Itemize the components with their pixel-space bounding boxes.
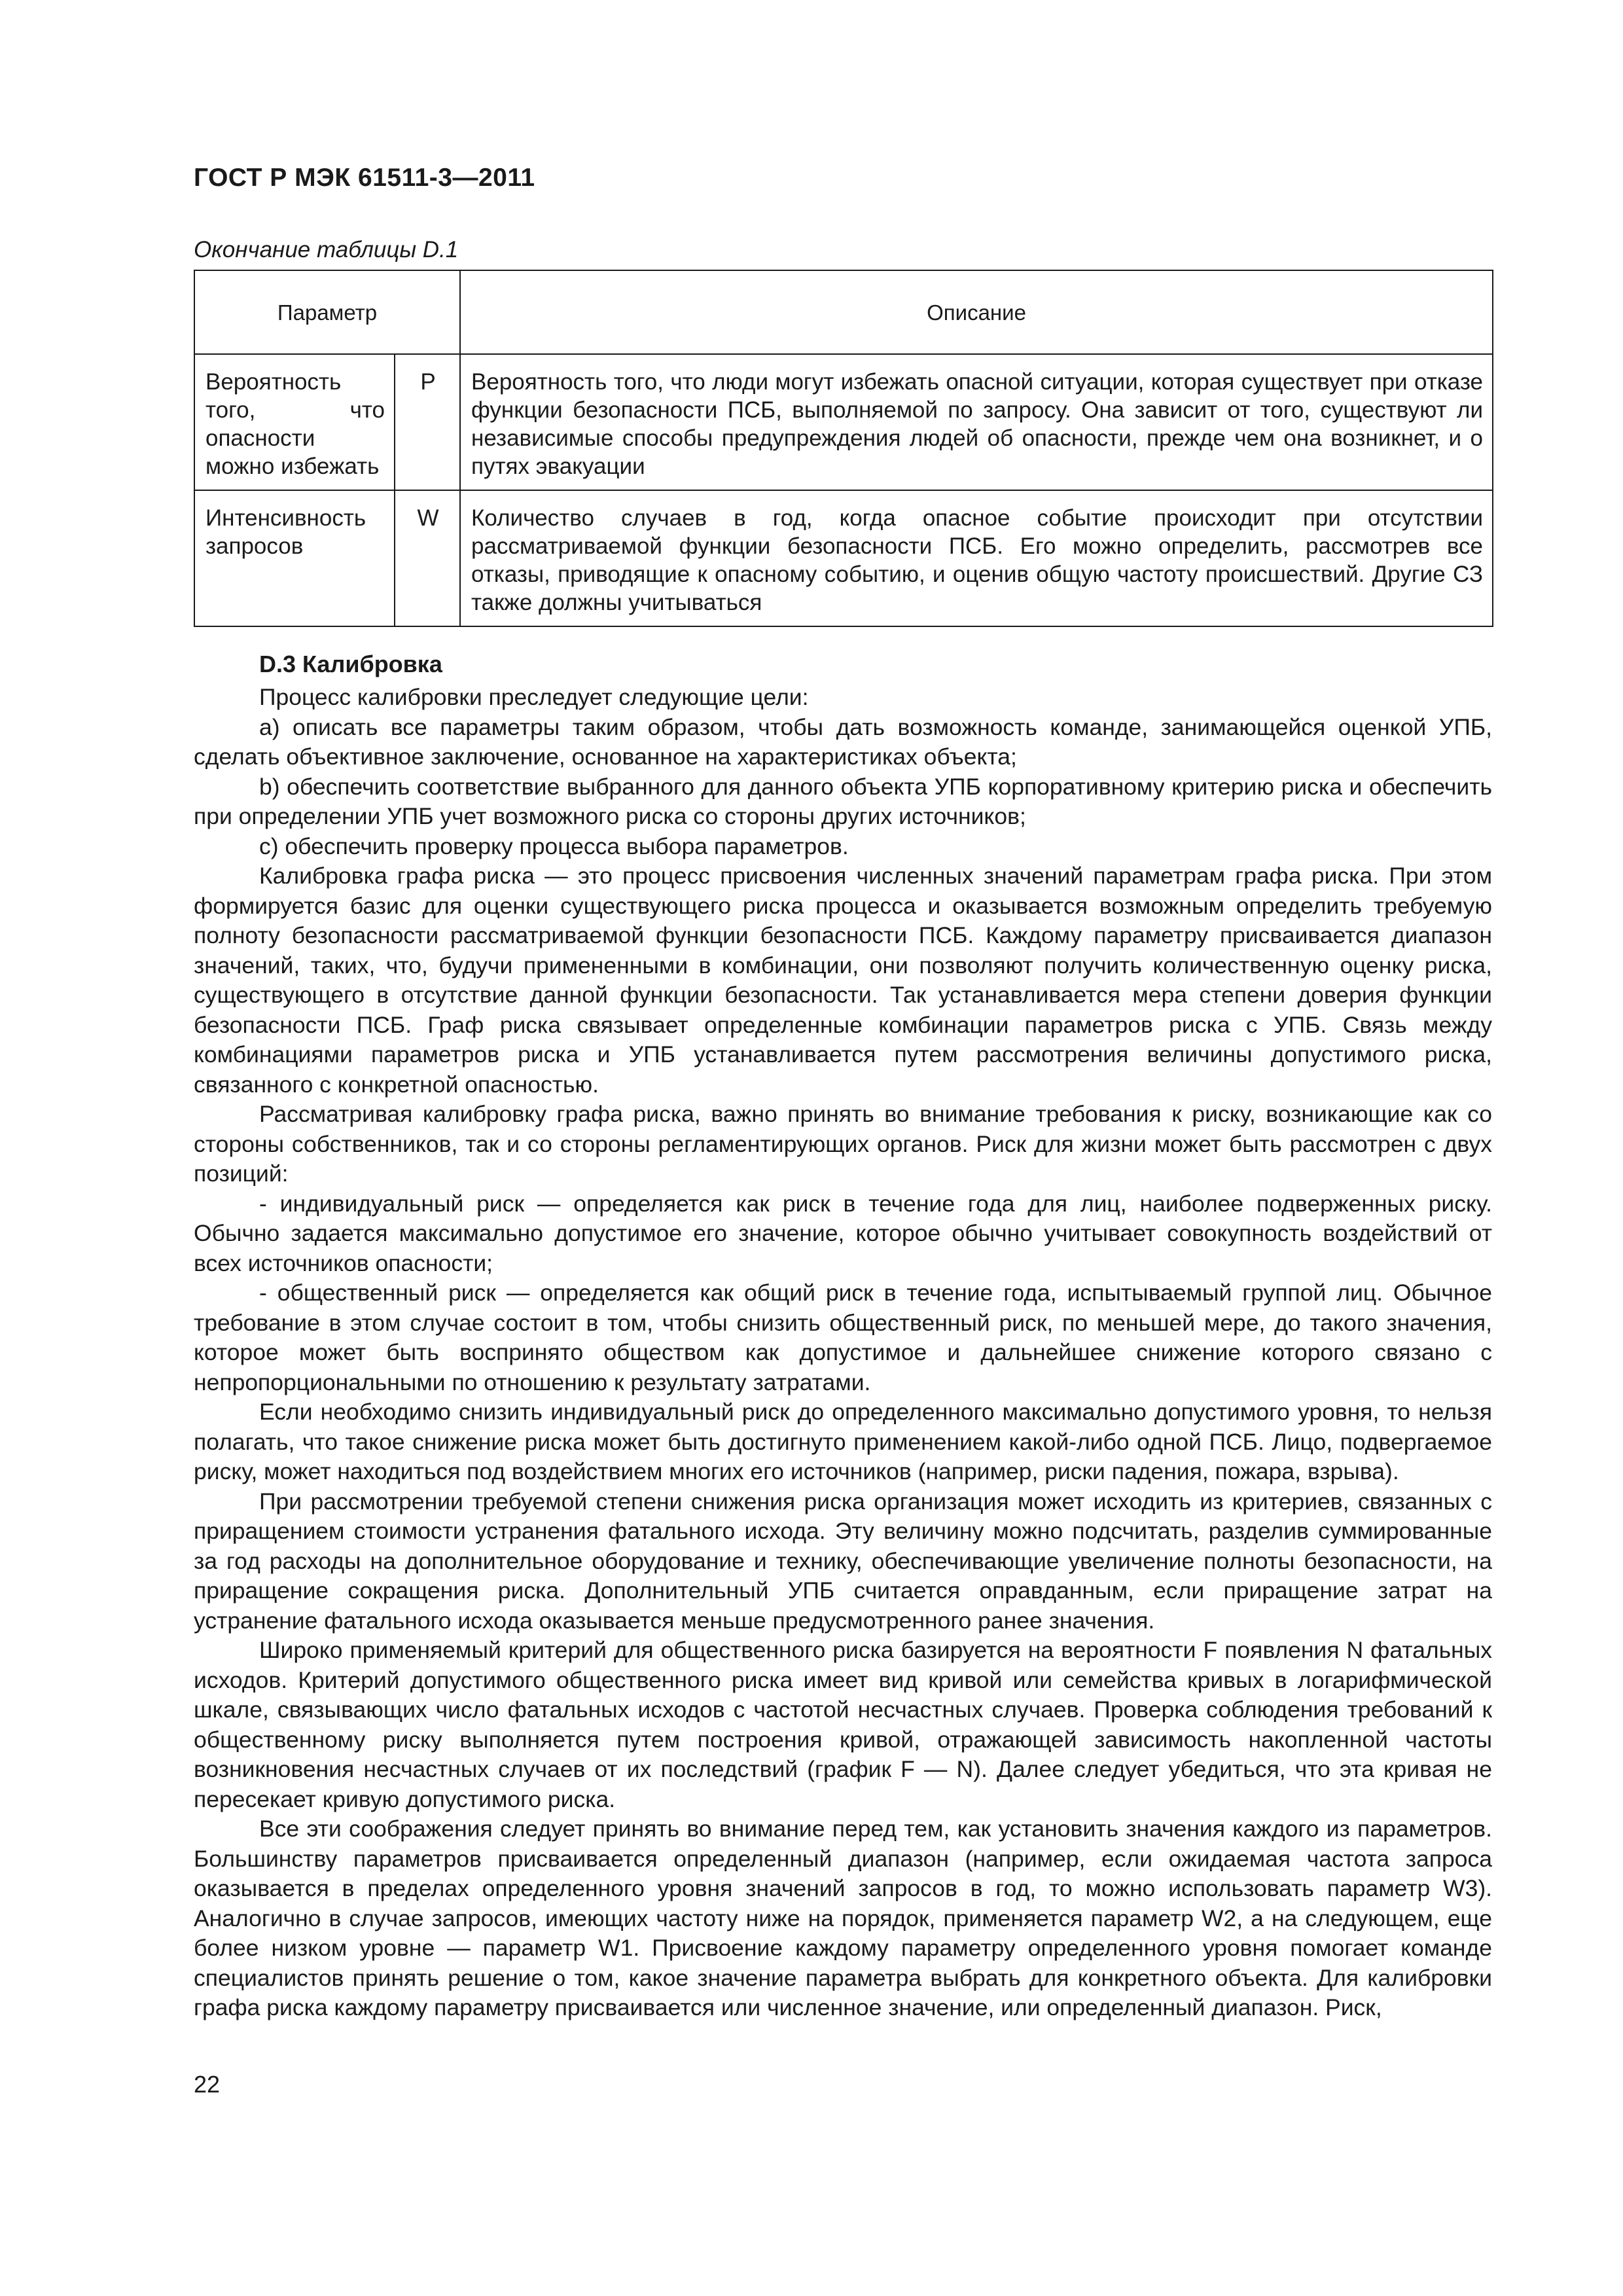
paragraph: b) обеспечить соответствие выбранного для данного объекта УПБ корпоративному критерию риска и обеспечить при определении УПБ учет возможного риска со стороны других источников; [194,773,1492,829]
document-header: ГОСТ Р МЭК 61511-3—2011 [194,164,535,192]
parameter-symbol: P [395,354,460,490]
parameter-description: Количество случаев в год, когда опасное событие происходит при отсутствии рассматриваемой функции безопасности ПСБ. Его можно определить, рассмотрев все отказы, приводящие к опасному событию, и оценив общую частоту происшествий. Другие СЗ также должны учитываться [460,490,1493,626]
parameter-description: Вероятность того, что люди могут избежать опасной ситуации, которая существует при отказе функции безопасности ПСБ, выполняемой по запросу. Она зависит от того, существуют ли независимые способы предупреждения людей об опасности, прежде чем она возникнет, и о путях эвакуации [460,354,1493,490]
section-heading: D.3 Калибровка [259,651,442,677]
paragraph: Калибровка графа риска — это процесс присвоения численных значений параметрам графа риска. При этом формируется базис для оценки существующего риска процесса и оказывается возможным определить требуемую полноту безопасности рассматриваемой функции безопасности ПСБ. Каждому параметру присваивается диапазон значений, таких, что, будучи примененными в комбинации, они позволяют получить количественную оценку риска, существующего в отсутствие данной функции безопасности. Так устанавливается мера степени доверия функции безопасности ПСБ. Граф риска связывает определенные комбинации параметров риска с УПБ. Связь между комбинациями параметров риска и УПБ устанавливается путем рассмотрения величины допустимого риска, связанного с конкретной опасностью. [194,863,1492,1098]
table-caption: Окончание таблицы D.1 [194,237,459,262]
paragraph: При рассмотрении требуемой степени снижения риска организация может исходить из критериев, связанных с приращением стоимости устранения фатального исхода. Эту величину можно подсчитать, разделив суммированные за год расходы на дополнительное оборудование и технику, обеспечивающие увеличение полноты безопасности, на приращение сокращения риска. Дополнительный УПБ считается оправданным, если приращение затрат на устранение фатального исхода оказывается меньше предусмотренного ранее значения. [194,1488,1492,1634]
paragraph: - общественный риск — определяется как общий риск в течение года, испытываемый группой лиц. Обычное требование в этом случае состоит в том, чтобы снизить общественный риск, по меньшей мере, до такого значения, которое может быть воспринято обществом как допустимое и дальнейшее снижение которого связано с непропорциональными по отношению к результату затратами. [194,1280,1492,1395]
table-row [194,490,1493,626]
parameter-symbol: W [395,490,460,626]
paragraph: Процесс калибровки преследует следующие цели: [259,684,809,710]
table-header-row [194,270,1493,354]
parameter-name: Вероятность того, что опасности можно избежать [194,354,395,490]
table-row [194,354,1493,490]
paragraph: Широко применяемый критерий для общественного риска базируется на вероятности F появления N фатальных исходов. Критерий допустимого общественного риска имеет вид кривой или семейства кривых в логарифмической шкале, связывающих число фатальных исходов с частотой несчастных случаев. Проверка соблюдения требований к общественному риску выполняется путем построения кривой, отражающей зависимость накопленной частоты возникновения несчастных случаев от их последствий (график F — N). Далее следует убедиться, что эта кривая не пересекает кривую допустимого риска. [194,1637,1492,1812]
paragraph: Рассматривая калибровку графа риска, важно принять во внимание требования к риску, возникающие как со стороны собственников, так и со стороны регламентирующих органов. Риск для жизни может быть рассмотрен с двух позиций: [194,1101,1492,1187]
header-description: Описание [460,270,1493,354]
parameters-table [194,270,1493,627]
paragraph: - индивидуальный риск — определяется как риск в течение года для лиц, наиболее подверженных риску. Обычно задается максимально допустимое его значение, которое обычно учитывает совокупность воздействий от всех источников опасности; [194,1190,1492,1276]
paragraph: c) обеспечить проверку процесса выбора параметров. [259,833,849,859]
paragraph: а) описать все параметры таким образом, чтобы дать возможность команде, занимающейся оценкой УПБ, сделать объективное заключение, основанное на характеристиках объекта; [194,713,1492,770]
parameter-name: Интенсивность запросов [194,490,395,626]
paragraph: Все эти соображения следует принять во внимание перед тем, как установить значения каждого из параметров. Большинству параметров присваивается определенный диапазон (например, если ожидаемая частота запроса оказывается в пределах определенного уровня значений запросов в год, то можно использовать параметр W3). Аналогично в случае запросов, имеющих частоту ниже на порядок, применяется параметр W2, а на следующем, еще более низком уровне — параметр W1. Присвоение каждому параметру определенного уровня помогает команде специалистов принять решение о том, какое значение параметра выбрать для конкретного объекта. Для калибровки графа риска каждому параметру присваивается или численное значение, или определенный диапазон. Риск, [194,1816,1492,2020]
paragraph: Если необходимо снизить индивидуальный риск до определенного максимально допустимого уровня, то нельзя полагать, что такое снижение риска может быть достигнуто применением какой-либо одной ПСБ. Лицо, подвергаемое риску, может находиться под воздействием многих его источников (например, риски падения, пожара, взрыва). [194,1399,1492,1484]
page-number: 22 [194,2071,221,2098]
header-parameter: Параметр [194,270,460,354]
section-content [194,649,1492,2023]
